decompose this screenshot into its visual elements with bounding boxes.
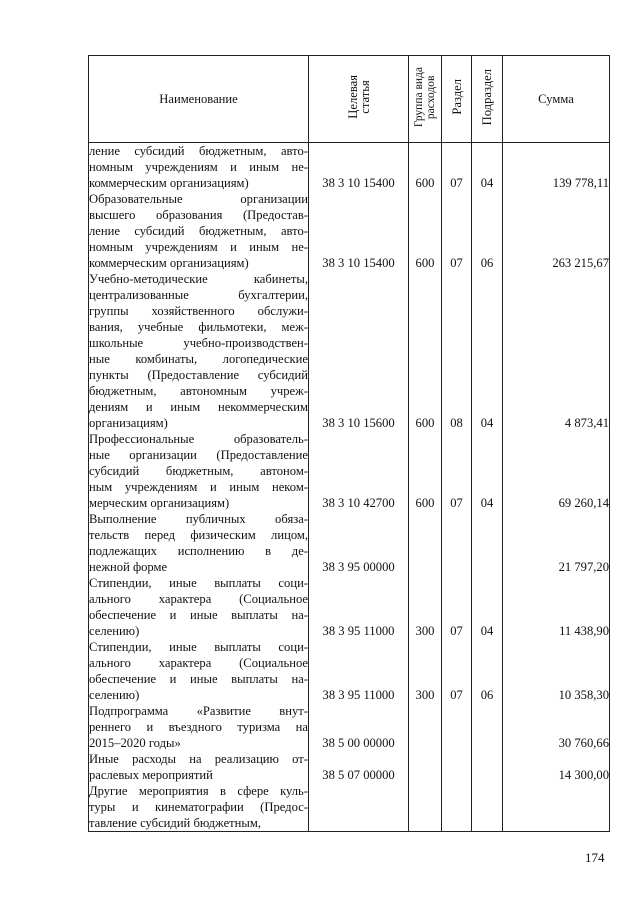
row-target-article-value: 38 3 95 11000 [322, 688, 395, 702]
row-expense-group [409, 575, 442, 639]
header-group-line-1: Группа вида [413, 66, 425, 128]
row-expense-group-value: 600 [415, 416, 435, 430]
row-expense-group-value: 600 [415, 256, 435, 270]
table-row [89, 143, 610, 192]
row-name-line: тельств перед физическим лицом, [89, 528, 308, 542]
table-row [89, 191, 610, 271]
row-sum-value: 139 778,11 [552, 176, 609, 190]
row-name-line: бюджетным, автономным учреж- [89, 384, 308, 398]
table-row [89, 575, 610, 639]
row-name-line: группы хозяйственного обслужи- [89, 304, 308, 318]
row-name-line: нежной форме [89, 560, 168, 574]
row-expense-group [409, 191, 442, 271]
row-name-line: обеспечение и иные выплаты на- [89, 672, 308, 686]
row-name-line: пункты (Предоставление субсидий [89, 368, 308, 382]
row-name [89, 751, 309, 783]
row-section [442, 575, 472, 639]
row-name-line: коммерческим организациям) [89, 176, 249, 190]
row-expense-group [409, 639, 442, 703]
row-subsection-value: 04 [480, 496, 494, 510]
table-row [89, 271, 610, 431]
row-sum-value: 30 760,66 [558, 736, 609, 750]
row-sum-value: 11 438,90 [559, 624, 609, 638]
row-sum [503, 271, 610, 431]
row-name-line: ные комбинаты, логопедические [89, 352, 308, 366]
row-target-article [309, 783, 409, 832]
row-section [442, 511, 472, 575]
row-name [89, 511, 309, 575]
table-row [89, 703, 610, 751]
row-subsection [472, 191, 503, 271]
table-row [89, 511, 610, 575]
row-target-article [309, 575, 409, 639]
row-name-line: Профессиональные образователь- [89, 432, 308, 446]
budget-table [88, 55, 610, 832]
row-subsection [472, 703, 503, 751]
row-section [442, 783, 472, 832]
row-target-article [309, 431, 409, 511]
row-name-line: селению) [89, 624, 140, 638]
header-target-article [309, 56, 409, 143]
row-name-line: субсидий бюджетным, автоном- [89, 464, 308, 478]
row-name-line: номным учреждениям и иным не- [89, 240, 308, 254]
header-expense-group [409, 56, 442, 143]
row-name-line: Учебно-методические кабинеты, [89, 272, 308, 286]
row-sum-value: 10 358,30 [558, 688, 609, 702]
row-name-line: мерческим организациям) [89, 496, 230, 510]
row-name-line: Стипендии, иные выплаты соци- [89, 640, 308, 654]
row-section-value: 07 [450, 624, 463, 638]
row-sum-value: 14 300,00 [558, 768, 609, 782]
row-section [442, 143, 472, 192]
row-expense-group-value: 300 [415, 688, 435, 702]
row-sum [503, 511, 610, 575]
header-target-line-2: статья [357, 80, 372, 114]
row-target-article [309, 511, 409, 575]
row-expense-group [409, 271, 442, 431]
row-section-value: 07 [450, 256, 463, 270]
row-subsection [472, 783, 503, 832]
table-row [89, 639, 610, 703]
row-sum-value: 21 797,20 [558, 560, 609, 574]
row-name-line: тавление субсидий бюджетным, [89, 816, 261, 830]
row-expense-group [409, 511, 442, 575]
row-name [89, 639, 309, 703]
row-name-line: высшего образования (Предостав- [89, 208, 308, 222]
row-target-article [309, 703, 409, 751]
header-group-line-2: расходов [425, 75, 437, 119]
row-name-line: селению) [89, 688, 140, 702]
row-sum [503, 783, 610, 832]
row-target-article-value: 38 3 95 11000 [322, 624, 395, 638]
row-name-line: обеспечение и иные выплаты на- [89, 608, 308, 622]
table-row [89, 751, 610, 783]
row-subsection [472, 751, 503, 783]
row-section-value: 08 [450, 416, 463, 430]
row-section [442, 751, 472, 783]
header-subsection: Подраздел [472, 56, 503, 143]
row-expense-group-value: 600 [415, 176, 435, 190]
row-name-line: централизованные бухгалтерии, [89, 288, 308, 302]
row-expense-group [409, 783, 442, 832]
table-row [89, 783, 610, 832]
row-subsection-value: 06 [480, 256, 494, 270]
row-name-line: Подпрограмма «Развитие внут- [89, 704, 308, 718]
row-target-article-value: 38 3 10 15400 [322, 256, 395, 270]
row-name [89, 143, 309, 192]
table-row [89, 431, 610, 511]
row-subsection [472, 143, 503, 192]
row-name-line: ные организации (Предоставление [89, 448, 308, 462]
row-name-line: Выполнение публичных обяза- [89, 512, 308, 526]
row-target-article-value: 38 3 10 15400 [322, 176, 395, 190]
row-name-line: ление субсидий бюджетным, авто- [89, 144, 308, 158]
row-expense-group-value: 600 [415, 496, 435, 510]
row-target-article [309, 271, 409, 431]
row-expense-group [409, 143, 442, 192]
row-sum [503, 639, 610, 703]
row-sum [503, 751, 610, 783]
row-sum-value: 4 873,41 [564, 416, 609, 430]
row-name [89, 431, 309, 511]
table-header-row [89, 56, 610, 143]
row-name [89, 575, 309, 639]
row-name-line: дениям и иным некоммерческим [89, 400, 308, 414]
row-name-line: подлежащих исполнению в де- [89, 544, 308, 558]
row-name-line: школьные учебно-производствен- [89, 336, 308, 350]
row-target-article [309, 143, 409, 192]
row-target-article-value: 38 3 10 15600 [322, 416, 395, 430]
row-name-line: ального характера (Социальное [89, 592, 308, 606]
row-name-line: Стипендии, иные выплаты соци- [89, 576, 308, 590]
row-name-line: 2015–2020 годы» [89, 736, 181, 750]
row-subsection-value: 04 [480, 416, 494, 430]
row-target-article [309, 751, 409, 783]
row-subsection-value: 04 [480, 624, 494, 638]
row-name-line: ального характера (Социальное [89, 656, 308, 670]
row-section [442, 271, 472, 431]
row-expense-group-value: 300 [415, 624, 435, 638]
row-subsection [472, 271, 503, 431]
row-expense-group [409, 751, 442, 783]
row-target-article-value: 38 3 95 00000 [322, 560, 395, 574]
table-body [89, 143, 610, 832]
row-section [442, 431, 472, 511]
row-name-line: Образовательные организации [89, 192, 308, 206]
row-subsection [472, 639, 503, 703]
header-name: Наименование [89, 56, 309, 143]
row-sum-value: 69 260,14 [558, 496, 609, 510]
row-name-line: номным учреждениям и иным не- [89, 160, 308, 174]
row-name-line: ным учреждениям и иным неком- [89, 480, 308, 494]
row-name [89, 271, 309, 431]
row-subsection [472, 575, 503, 639]
row-subsection [472, 511, 503, 575]
row-sum-value: 263 215,67 [552, 256, 609, 270]
row-expense-group [409, 431, 442, 511]
row-subsection-value: 06 [480, 688, 494, 702]
row-name-line: коммерческим организациям) [89, 256, 249, 270]
row-name-line: раслевых мероприятий [89, 768, 213, 782]
row-sum [503, 191, 610, 271]
row-sum [503, 431, 610, 511]
row-name-line: реннего и въездного туризма на [89, 720, 308, 734]
row-section [442, 191, 472, 271]
row-sum [503, 575, 610, 639]
row-section-value: 07 [450, 496, 463, 510]
header-target-line-1: Целевая [345, 75, 360, 119]
row-name [89, 703, 309, 751]
row-target-article [309, 639, 409, 703]
row-name-line: Другие мероприятия в сфере куль- [89, 784, 308, 798]
row-sum [503, 703, 610, 751]
row-target-article-value: 38 5 00 00000 [322, 736, 395, 750]
header-section: Раздел [442, 56, 472, 143]
row-name-line: организациям) [89, 416, 168, 430]
row-subsection [472, 431, 503, 511]
row-section [442, 703, 472, 751]
row-name-line: ление субсидий бюджетным, авто- [89, 224, 308, 238]
row-name [89, 191, 309, 271]
page-number: 174 [585, 850, 605, 865]
row-expense-group [409, 703, 442, 751]
header-sum: Сумма [503, 56, 610, 143]
row-target-article [309, 191, 409, 271]
row-target-article-value: 38 5 07 00000 [322, 768, 395, 782]
row-section-value: 07 [450, 688, 463, 702]
row-name-line: вания, учебные фильмотеки, меж- [89, 320, 308, 334]
row-section-value: 07 [450, 176, 463, 190]
row-subsection-value: 04 [480, 176, 494, 190]
row-name-line: Иные расходы на реализацию от- [89, 752, 308, 766]
row-name-line: туры и кинематографии (Предос- [89, 800, 308, 814]
row-section [442, 639, 472, 703]
row-target-article-value: 38 3 10 42700 [322, 496, 395, 510]
row-name [89, 783, 309, 832]
row-sum [503, 143, 610, 192]
